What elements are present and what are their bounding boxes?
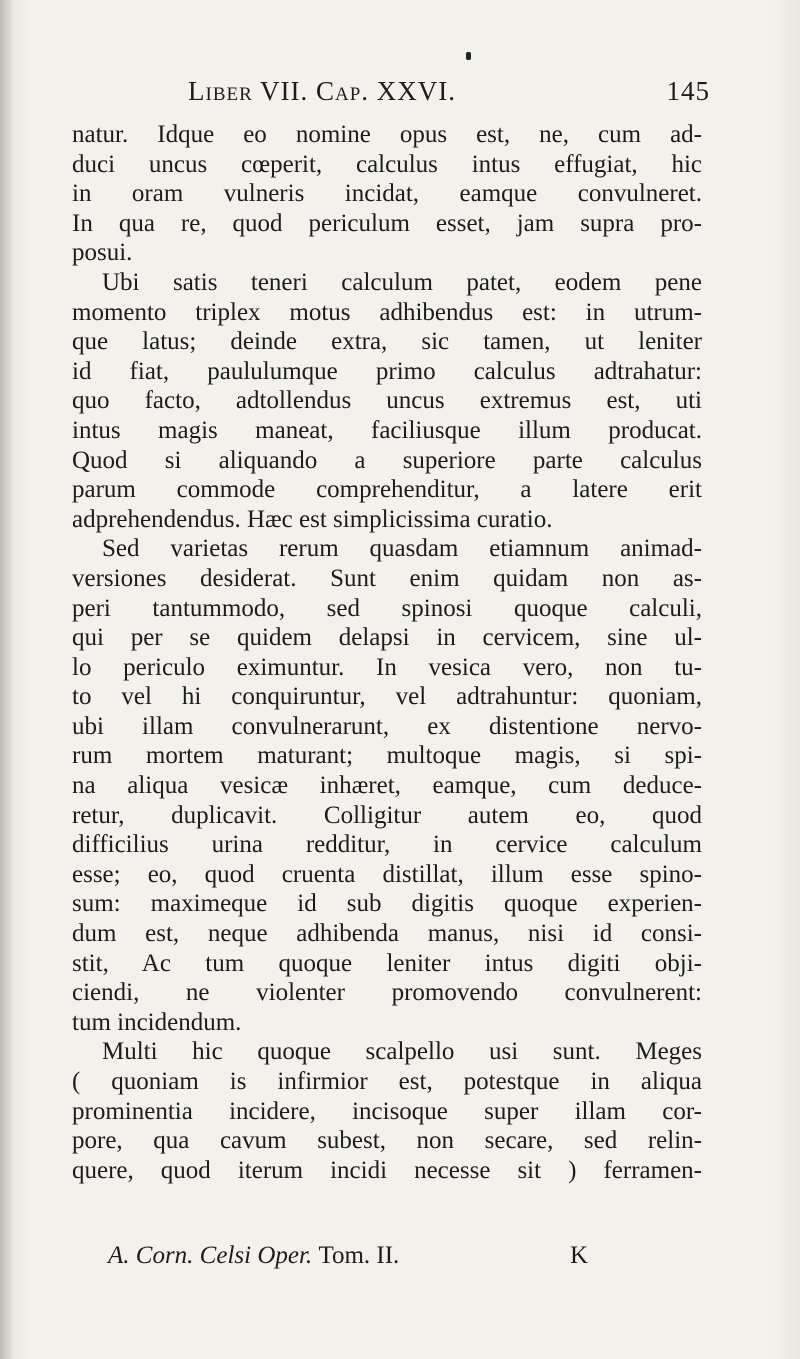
text-line: intus magis maneat, faciliusque illum producat. <box>72 416 702 444</box>
running-head-title: Liber VII. Cap. XXVI. <box>188 76 457 106</box>
text-line: stit, Ac tum quoque leniter intus digiti obji- <box>72 949 702 977</box>
page-footer <box>108 1242 588 1278</box>
gathering-letter: K <box>569 1242 588 1269</box>
text-line: natur. Idque eo nomine opus est, ne, cum ad- <box>72 121 702 148</box>
text-line: adprehendendus. Hæc est simplicissima curatio. <box>72 505 553 533</box>
text-line: Multi hic quoque scalpello usi sunt. Meges <box>102 1038 702 1066</box>
text-line: momento triplex motus adhibendus est: in utrum- <box>72 298 702 326</box>
text-line: prominentia incidere, incisoque super illam cor- <box>72 1097 702 1125</box>
text-line: Quod si aliquando a superiore parte calculus <box>72 446 702 474</box>
text-line: posui. <box>72 239 133 267</box>
text-line: qui per se quidem delapsi in cervicem, sine ul- <box>72 624 702 652</box>
footer-work-title: A. Corn. Celsi Oper. <box>108 1242 313 1269</box>
spine-shadow <box>0 0 14 1359</box>
text-line: in oram vulneris incidat, eamque convulneret. <box>72 180 702 208</box>
text-line: esse; eo, quod cruenta distillat, illum esse spino- <box>72 860 702 888</box>
ink-mark <box>466 52 471 60</box>
text-line: peri tantummodo, sed spinosi quoque calculi, <box>72 594 702 622</box>
text-line: parum commode comprehenditur, a latere erit <box>72 476 702 504</box>
text-line: ubi illam convulnerarunt, ex distentione nervo- <box>72 712 702 740</box>
text-line: Ubi satis teneri calculum patet, eodem pene <box>102 268 702 296</box>
text-line: difficilius urina redditur, in cervice calculum <box>72 831 702 859</box>
text-line: pore, qua cavum subest, non secare, sed relin- <box>72 1127 702 1155</box>
text-line: duci uncus cœperit, calculus intus effugiat, hic <box>72 150 702 178</box>
text-line: quo facto, adtollendus uncus extremus est, uti <box>72 387 702 415</box>
text-line: dum est, neque adhibenda manus, nisi id consi- <box>72 920 702 948</box>
text-line: quere, quod iterum incidi necesse sit ) ferramen- <box>72 1156 702 1184</box>
text-line: ciendi, ne violenter promovendo convulnerent: <box>72 979 702 1007</box>
text-line: que latus; deinde extra, sic tamen, ut leniter <box>72 328 702 356</box>
text-line: tum incidendum. <box>72 1008 242 1036</box>
footer-signature <box>108 1242 399 1270</box>
text-line: id fiat, paululumque primo calculus adtrahatur: <box>72 357 702 385</box>
text-line: Sed varietas rerum quasdam etiamnum animad- <box>102 535 702 563</box>
text-line: In qua re, quod periculum esset, jam supra pro- <box>72 209 702 237</box>
text-line: rum mortem maturant; multoque magis, si spi- <box>72 742 702 770</box>
body-text <box>72 120 702 1185</box>
running-head <box>150 76 710 116</box>
text-line: ( quoniam is infirmior est, potestque in aliqua <box>72 1068 702 1095</box>
footer-tome: Tom. II. <box>318 1242 400 1269</box>
text-line: na aliqua vesicæ inhæret, eamque, cum deduce- <box>72 772 702 800</box>
text-line: sum: maximeque id sub digitis quoque experien- <box>72 890 702 918</box>
text-line: retur, duplicavit. Colligitur autem eo, quod <box>72 801 702 829</box>
text-line: lo periculo eximuntur. In vesica vero, non tu- <box>72 653 702 681</box>
page-number: 145 <box>666 76 710 106</box>
text-line: to vel hi conquiruntur, vel adtrahuntur: quoniam, <box>72 683 702 711</box>
text-line: versiones desiderat. Sunt enim quidam non as- <box>72 564 702 592</box>
